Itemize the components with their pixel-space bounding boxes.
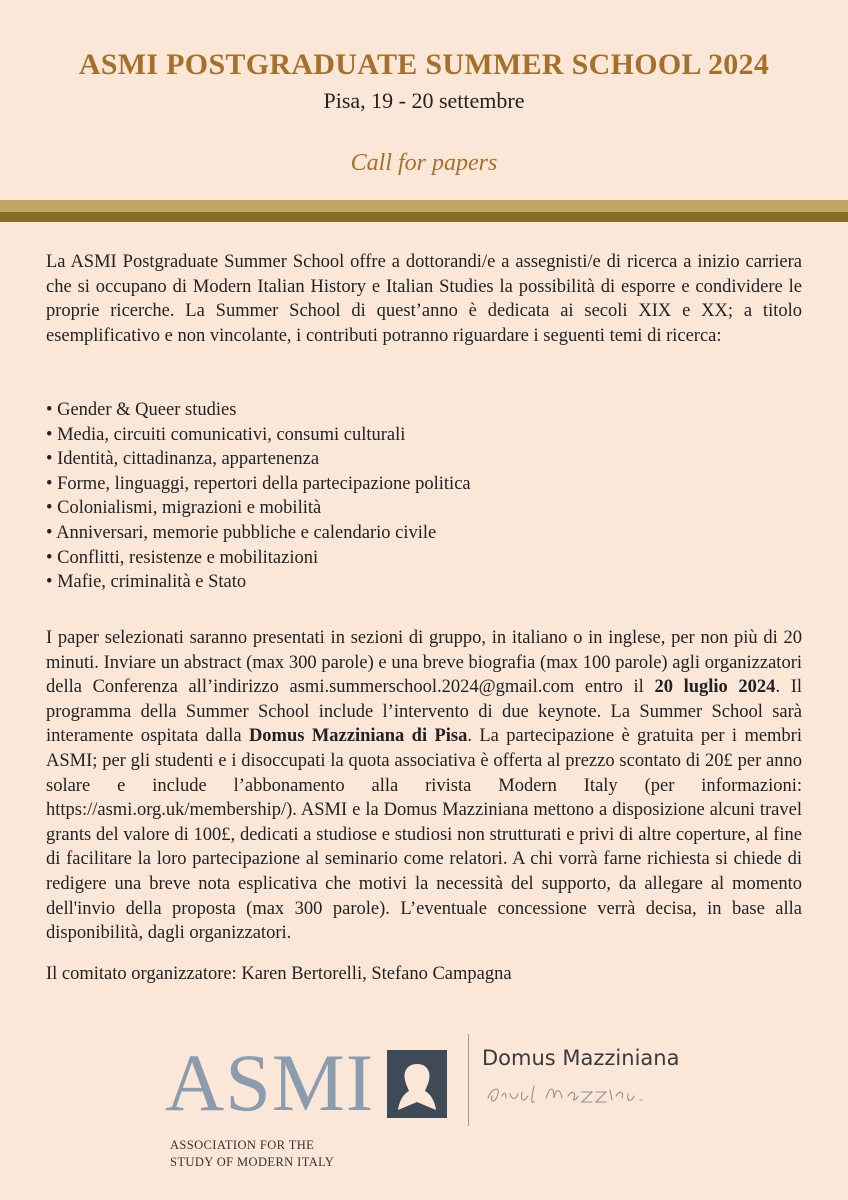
committee-line: Il comitato organizzatore: Karen Bertorelli, Stefano Campagna xyxy=(46,964,512,984)
topics-list xyxy=(46,398,802,595)
intro-paragraph: La ASMI Postgraduate Summer School offre a dottorandi/e a assegnisti/e di ricerca a inizio carriera che si occupano di Modern Italian History e Italian Studies la possibilità di esporre e condividere le proprie ricerche. La Summer School di quest’anno è dedicata ai secoli XIX e XX; a titolo esemplificativo e non vincolante, i contributi potranno riguardare i seguenti temi di ricerca: xyxy=(46,252,802,346)
topic-item: • Colonialismi, migrazioni e mobilità xyxy=(46,498,322,519)
details-paragraph xyxy=(46,626,802,946)
topic-item: • Identità, cittadinanza, appartenenza xyxy=(46,449,320,470)
details-text-part1: I paper selezionati saranno presentati in sezioni di gruppo, in italiano o in inglese, per non più di 20 minuti. Inviare un abstract (max 300 parole) e una breve biografia (max 100 parole) agli organizzatori della Conferenza all’indirizzo asmi.summerschool.2024@gmail.com entro il xyxy=(46,628,802,698)
topic-item: • Media, circuiti comunicativi, consumi culturali xyxy=(46,424,406,445)
logos-footer xyxy=(0,1020,848,1200)
decorative-band-dark xyxy=(0,212,848,222)
topic-item: • Forme, linguaggi, repertori della partecipazione politica xyxy=(46,473,471,494)
topic-item: • Gender & Queer studies xyxy=(46,400,237,420)
event-location-date: Pisa, 19 - 20 settembre xyxy=(323,88,525,113)
topic-item: • Conflitti, resistenze e mobilitazioni xyxy=(46,547,319,568)
deadline-date: 20 luglio 2024 xyxy=(654,677,776,698)
venue-name: Domus Mazziniana di Pisa xyxy=(248,726,468,747)
asmi-logo-subtitle xyxy=(170,1137,370,1171)
domus-mazziniana-icon xyxy=(387,1050,447,1118)
details-text-part2: . Il programma della Summer School include l’intervento di due keynote. La Summer School sarà interamente ospitata dalla xyxy=(46,677,802,747)
call-for-papers-heading: Call for papers xyxy=(350,150,498,176)
details-text-part3: . La partecipazione è gratuita per i membri ASMI; per gli studenti e i disoccupati la quota associativa è offerta al prezzo scontato di 20£ per anno solare e include l’abbonamento alla rivista Modern Italy (per informazioni: https://asmi.org.uk/membership/). ASMI e la Domus Mazziniana mettono a disposizione alcuni travel grants del valore di 100£, dedicati a studiose e studiosi non strutturati e privi di altre coperture, al fine di facilitare la loro partecipazione al seminario come relatori. A chi vorrà farne richiesta si chiede di redigere una breve nota esplicativa che motivi la necessità del supporto, da allegare al momento dell'invio della proposta (max 300 parole). L’eventuale concessione verrà decisa, in base alla disponibilità, dagli organizzatori. xyxy=(46,726,802,944)
topic-item: • Mafie, criminalità e Stato xyxy=(46,572,247,593)
decorative-band-light xyxy=(0,200,848,212)
asmi-subtitle-line-1: ASSOCIATION FOR THE xyxy=(170,1138,315,1152)
asmi-logo: ASMI xyxy=(165,1037,375,1128)
logo-divider xyxy=(468,1034,469,1126)
topics-list-wrapper xyxy=(46,398,802,595)
topic-item: • Anniversari, memorie pubbliche e calendario civile xyxy=(46,522,437,543)
asmi-subtitle-line-2: STUDY OF MODERN ITALY xyxy=(170,1155,335,1169)
mazzini-signature-image xyxy=(484,1076,664,1110)
page-title: ASMI POSTGRADUATE SUMMER SCHOOL 2024 xyxy=(78,48,770,81)
domus-mazziniana-name: Domus Mazziniana xyxy=(482,1046,680,1070)
